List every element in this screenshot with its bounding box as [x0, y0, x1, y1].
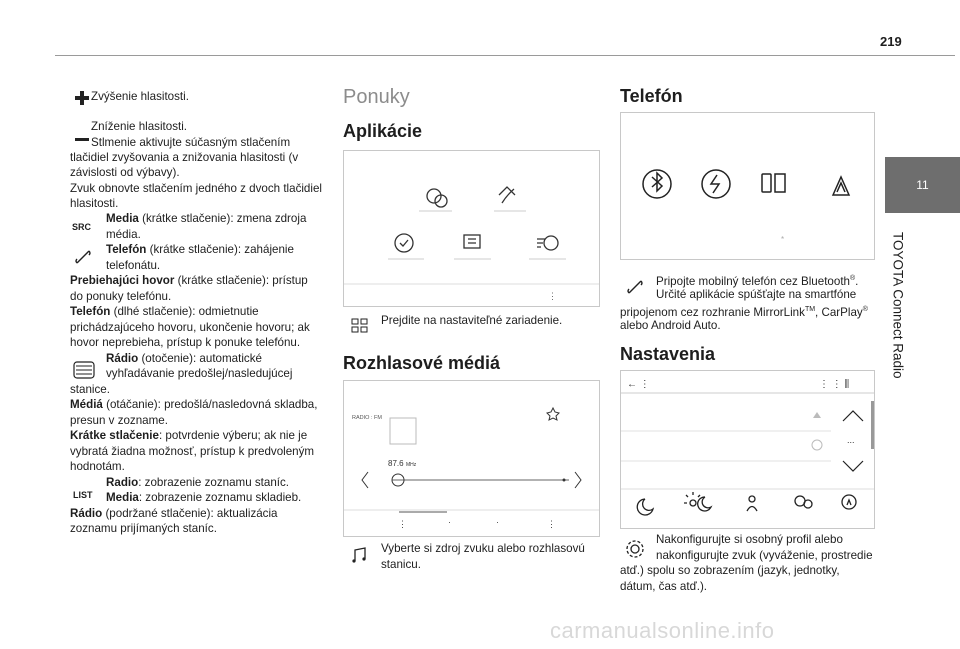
radio-screen	[343, 380, 600, 537]
settings-caption-line-3: atď.) spolu so zobrazením (jazyk, jednotky,	[620, 564, 840, 577]
vol-down-line-3: tlačidiel zvyšovania a znižovania hlasitosti (v	[70, 151, 299, 164]
page-number: 219	[880, 34, 902, 49]
svg-text:⋮: ⋮	[398, 519, 407, 529]
apps-heading: Aplikácie	[343, 121, 423, 141]
phone-caption-line-3: pripojenom cez rozhranie MirrorLink™, CarPlay®	[620, 305, 868, 319]
src-line-2: média.	[106, 228, 141, 241]
vol-down-line-6: hlasitosti.	[70, 197, 119, 210]
apps-screen	[343, 150, 600, 307]
settings-caption-line-1: Nakonfigurujte si osobný profil alebo	[656, 533, 843, 546]
gear-icon	[624, 538, 646, 565]
svg-text:⋮: ⋮	[547, 519, 556, 529]
svg-text:·: ·	[448, 517, 451, 527]
radio-unit: MHz	[406, 462, 417, 468]
radio-band-label: RADIO : FM	[352, 415, 382, 421]
hold-line-1: Prebiehajúci hovor (krátke stlačenie): prístup	[70, 274, 308, 287]
phone-caption-line-4: alebo Android Auto.	[620, 319, 721, 332]
radio-media-heading: Rozhlasové médiá	[343, 353, 501, 373]
chapter-title: TOYOTA Connect Radio	[890, 231, 906, 379]
short-line-2: vybratá žiadna možnosť, prístup k predvoleným	[70, 445, 315, 458]
svg-text:⋮ ⋮ ⫼: ⋮ ⋮ ⫼	[819, 379, 850, 390]
svg-text:⋮: ⋮	[548, 291, 557, 301]
media-line-2: presun v zozname.	[70, 414, 168, 427]
src-label: SRC	[72, 222, 92, 232]
phone-long-line-3: hovor neprebieha, prístup k ponuke telefónu.	[70, 336, 301, 349]
phone-long-line-2: prichádzajúceho hovoru, ukončenie hovoru; ak	[70, 321, 310, 334]
phone-caption-line-2: Určité aplikácie spúšťajte na smartfóne	[656, 288, 857, 301]
vol-down-line-1: Zníženie hlasitosti.	[91, 120, 188, 133]
grid-icon	[350, 317, 370, 340]
settings-heading: Nastavenia	[620, 344, 716, 364]
list-media-line: Media: zobrazenie zoznamu skladieb.	[106, 491, 302, 504]
radio-caption-line-1: Vyberte si zdroj zvuku alebo rozhlasovú	[381, 542, 585, 555]
phone-long-line-1: Telefón (dlhé stlačenie): odmietnutie	[70, 305, 259, 318]
svg-text:...: ...	[847, 435, 855, 445]
radio-hold-line-2: zoznamu prijímaných staníc.	[70, 522, 217, 535]
phone-screen	[620, 112, 875, 260]
svg-text:← ⋮: ← ⋮	[627, 379, 650, 390]
vol-down-line-5: Zvuk obnovte stlačením jedného z dvoch tlačidiel	[70, 182, 322, 195]
hold-line-2: do ponuky telefónu.	[70, 290, 172, 303]
short-line-3: hodnotám.	[70, 460, 125, 473]
vol-down-line-4: závislosti od výbavy).	[70, 166, 180, 179]
link-icon	[626, 278, 644, 301]
list-label: LIST	[73, 490, 93, 500]
short-line-1: Krátke stlačenie: potvrdenie výberu; ak nie je	[70, 429, 308, 442]
phone-icon	[74, 248, 92, 271]
svg-text:*: *	[781, 235, 785, 244]
phone-caption-line-1: Pripojte mobilný telefón cez Bluetooth®.	[656, 274, 859, 288]
header-rule	[55, 55, 955, 56]
radio-line-2: vyhľadávanie predošlej/nasledujúcej	[106, 367, 293, 380]
phone-line-1: Telefón (krátke stlačenie): zahájenie	[106, 243, 294, 256]
minus-icon	[74, 130, 90, 148]
media-line-1: Médiá (otáčanie): predošlá/nasledovná skladba,	[70, 398, 318, 411]
radio-line-1: Rádio (otočenie): automatické	[106, 352, 262, 365]
plus-icon	[74, 90, 90, 111]
phone-heading: Telefón	[620, 86, 683, 106]
vol-up-text: Zvýšenie hlasitosti.	[91, 90, 189, 103]
footer-watermark[interactable]: carmanualsonline.info	[550, 618, 775, 643]
svg-text:·: ·	[496, 517, 499, 527]
phone-line-2: telefonátu.	[106, 259, 161, 272]
settings-caption-line-4: dátum, čas atď.).	[620, 580, 708, 593]
radio-freq: 87.6	[388, 459, 404, 468]
settings-caption-line-2: nakonfigurujte zvuk (vyváženie, prostredie	[656, 549, 873, 562]
src-line-1: Media (krátke stlačenie): zmena zdroja	[106, 212, 307, 225]
settings-screen	[620, 370, 875, 529]
music-note-icon	[350, 545, 370, 570]
radio-line-3: stanice.	[70, 383, 110, 396]
vol-down-line-2: Stlmenie aktivujte súčasným stlačením	[91, 136, 291, 149]
list-radio-line: Radio: zobrazenie zoznamu staníc.	[106, 476, 290, 489]
menus-heading: Ponuky	[343, 86, 410, 108]
radio-caption-line-2: stanicu.	[381, 558, 421, 571]
radio-hold-line-1: Rádio (podržané stlačenie): aktualizácia	[70, 507, 278, 520]
apps-caption: Prejdite na nastaviteľné zariadenie.	[381, 314, 563, 327]
chapter-tab: 11	[885, 157, 960, 213]
